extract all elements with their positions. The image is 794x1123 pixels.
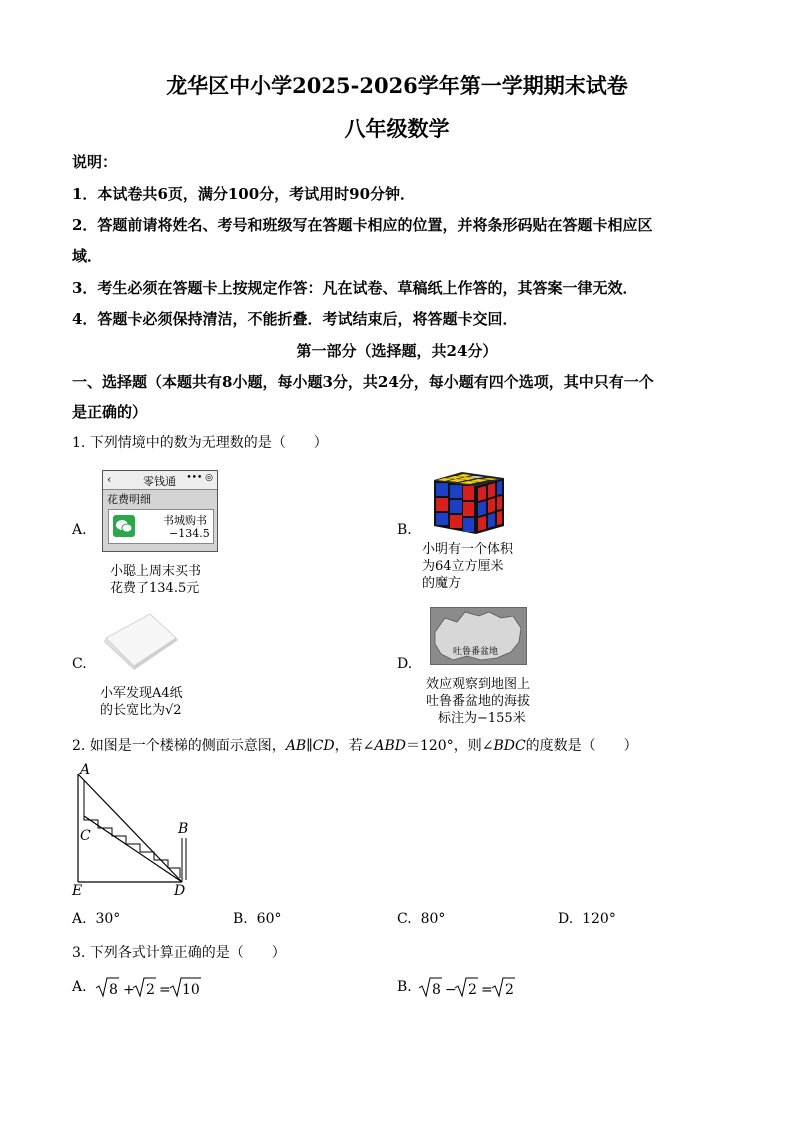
caption-line: 小明有一个体积	[422, 542, 514, 557]
q3-option-a-formula[interactable]	[95, 974, 205, 1004]
q2-stem	[72, 735, 638, 755]
q1-option-a-caption	[110, 563, 201, 597]
app-bar	[103, 471, 217, 490]
steps	[84, 816, 180, 878]
instruction-item: 2．答题前请将姓名、考号和班级写在答题卡相应的位置，并将条形码贴在答题卡相应区	[72, 216, 653, 234]
instructions-heading: 说明：	[72, 153, 118, 171]
equals: =	[481, 982, 493, 998]
caption-line: 为64立方厘米	[422, 559, 504, 574]
radicand: 2	[146, 982, 155, 998]
equals: =	[159, 982, 171, 998]
caption-line: 效应观察到地图上	[426, 677, 531, 692]
a4-paper-image	[100, 612, 182, 678]
q2-stem-math: BDC	[493, 738, 526, 754]
instruction-item: 3．考生必须在答题卡上按规定作答：凡在试卷、草稿纸上作答的，其答案一律无效．	[72, 279, 638, 297]
q1-option-a-letter: A.	[72, 522, 87, 538]
segment-ab	[78, 774, 182, 882]
q2-stem-text: 2. 如图是一个楼梯的侧面示意图，	[72, 738, 286, 754]
radicand: 2	[505, 982, 514, 998]
q1-option-b-caption	[422, 541, 513, 592]
q2-option-a[interactable]	[72, 911, 120, 927]
q3-option-b-letter: B.	[397, 979, 412, 995]
caption-line: 吐鲁番盆地的海拔	[426, 694, 531, 709]
option-letter: A.	[72, 911, 87, 927]
back-icon: ‹	[107, 473, 112, 486]
q3-option-b-formula[interactable]	[418, 974, 528, 1004]
radicand: 8	[432, 982, 441, 998]
radicand: 10	[182, 982, 200, 998]
instruction-item: 1．本试卷共6页，满分100分，考试用时90分钟．	[72, 185, 416, 203]
caption-line: 的魔方	[422, 576, 462, 591]
option-text: 80°	[420, 911, 446, 927]
staircase-diagram	[70, 760, 200, 902]
q2-stem-math: ABD	[374, 738, 406, 754]
transaction-name: 书城购书	[163, 514, 207, 527]
rubiks-cube-image	[428, 468, 508, 542]
operator: +	[123, 982, 135, 998]
label-c: C	[80, 828, 91, 844]
option-letter: B.	[233, 911, 248, 927]
option-letter: C.	[397, 911, 412, 927]
label-b: B	[178, 821, 189, 837]
q2-stem-text: ＝120°，则∠	[405, 738, 494, 754]
q2-option-d[interactable]	[558, 911, 616, 927]
q1-stem: 1. 下列情境中的数为无理数的是（ ）	[72, 435, 328, 451]
map-label: 吐鲁番盆地	[453, 647, 499, 657]
part1-heading: 第一部分（选择题，共24分）	[296, 342, 498, 360]
q1-option-d-caption	[426, 676, 530, 727]
caption-line: 小军发现A4纸	[100, 686, 183, 701]
transaction-card	[108, 509, 214, 544]
instruction-item: 域．	[72, 247, 103, 265]
q2-stem-text: 的度数是（ ）	[525, 738, 638, 754]
q1-option-b-letter: B.	[397, 522, 412, 538]
operator: −	[445, 982, 457, 998]
transaction-amount: −134.5	[169, 527, 210, 540]
q2-option-c[interactable]	[397, 911, 445, 927]
menu-icon: ••• ◎	[186, 473, 213, 483]
detail-label: 花费明细	[107, 493, 151, 506]
q2-option-b[interactable]	[233, 911, 281, 927]
section-heading: 一、选择题（本题共有8小题，每小题3分，共24分，每小题有四个选项，其中只有一个	[72, 373, 654, 391]
radicand: 2	[468, 982, 477, 998]
label-d: D	[174, 883, 186, 898]
section-heading-cont: 是正确的）	[72, 403, 148, 421]
option-letter: D.	[558, 911, 574, 927]
q1-option-a-phone-screenshot	[102, 470, 218, 552]
option-text: 120°	[582, 911, 616, 927]
q1-option-c-letter: C.	[72, 656, 87, 672]
q1-option-d-letter: D.	[397, 656, 413, 672]
option-text: 60°	[256, 911, 282, 927]
app-title: 零钱通	[143, 475, 176, 488]
caption-line: 的长宽比为√2	[100, 703, 182, 718]
q2-stem-text: ，若∠	[334, 738, 375, 754]
caption-line: 花费了134.5元	[110, 581, 200, 596]
instruction-item: 4．答题卡必须保持清洁，不能折叠．考试结束后，将答题卡交回．	[72, 310, 518, 328]
wechat-icon	[113, 515, 135, 537]
xinjiang-map-image	[430, 607, 527, 665]
label-e: E	[72, 883, 83, 898]
label-a: A	[80, 762, 91, 778]
exam-subtitle: 八年级数学	[344, 116, 450, 141]
caption-line: 小聪上周末买书	[110, 564, 202, 579]
q3-option-a-letter: A.	[72, 979, 87, 995]
q3-stem: 3. 下列各式计算正确的是（ ）	[72, 945, 286, 961]
caption-line: 标注为−155米	[438, 711, 526, 726]
exam-title: 龙华区中小学2025-2026学年第一学期期末试卷	[166, 73, 628, 98]
q1-option-c-caption	[100, 685, 183, 719]
segment-cd	[84, 816, 182, 882]
radicand: 8	[109, 982, 118, 998]
option-text: 30°	[95, 911, 121, 927]
q2-stem-math: AB∥CD	[285, 738, 335, 754]
